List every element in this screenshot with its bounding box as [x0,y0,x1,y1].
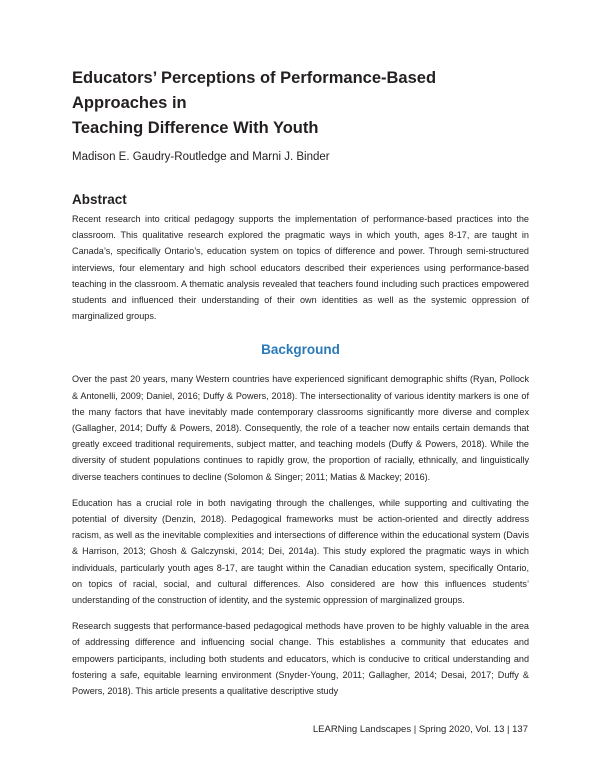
article-page [72,66,529,709]
abstract-heading: Abstract [72,192,127,207]
title-line-1: Educators’ Perceptions of Performance-Based Approaches in [72,69,437,112]
abstract-text: Recent research into critical pedagogy supports the implementation of performance-based practices into the classroom. This qualitative research explored the pragmatic ways in which youth, ages 8-17, are taught in Canada’s, specifically Ontario’s, education system on topics of difference and power. Through semi-structured interviews, four elementary and high school educators described their experiences using performance-based teaching in the classroom. A thematic analysis revealed that teachers found including such practices empowered students and influenced their understanding of their own identities as well as the systemic oppression of marginalized groups. [72,214,529,322]
background-paragraph-3: Research suggests that performance-based pedagogical methods have proven to be highly valuable in the area of addressing difference and influencing social change. This establishes a community that educates and empowers participants, including both students and educators, which is conducive to critical understanding and fostering a safe, equitable learning environment (Snyder-Young, 2011; Gallagher, 2014; Desai, 2017; Duffy & Powers, 2018). This article presents a qualitative descriptive study [72,621,529,697]
background-paragraph-2: Education has a crucial role in both navigating through the challenges, while supporting and cultivating the potential of diversity (Denzin, 2018). Pedagogical frameworks must be action-oriented and directly address racism, as well as the inevitable complexities and intersections of difference within the educational system (Davis & Harrison, 2013; Ghosh & Galczynski, 2014; Dei, 2014a). This study explored the pragmatic ways in which individuals, particularly youth ages 8-17, are taught within the Canadian education system, specifically Ontario, on topics of racial, social, and cultural differences. Also considered are how this influences students’ understanding of the construction of identity, and the systemic oppression of marginalized groups. [72,497,529,606]
page-footer: LEARNing Landscapes | Spring 2020, Vol. 13 | 137 [312,724,528,735]
background-paragraph-1: Over the past 20 years, many Western countries have experienced significant demographic shifts (Ryan, Pollock & Antonelli, 2009; Daniel, 2016; Duffy & Powers, 2018). The intersectionality of various identity markers is one of the many factors that have inevitably made contemporary classrooms significantly more diverse and complex (Gallagher, 2014; Duffy & Powers, 2018). Consequently, the role of a teacher now entails certain demands that greatly exceed traditional requirements, subject matter, and teaching models (Duffy & Powers, 2018). While the diversity of student populations continues to rapidly grow, the proportion of racially, ethnically, and linguistically diverse teachers continues to decline (Solomon & Singer; 2011; Matias & Mackey; 2016). [72,374,529,482]
article-authors: Madison E. Gaudry-Routledge and Marni J. Binder [72,151,330,163]
title-line-2: Teaching Difference With Youth [72,119,319,137]
article-title [72,66,529,141]
background-heading: Background [261,342,340,358]
